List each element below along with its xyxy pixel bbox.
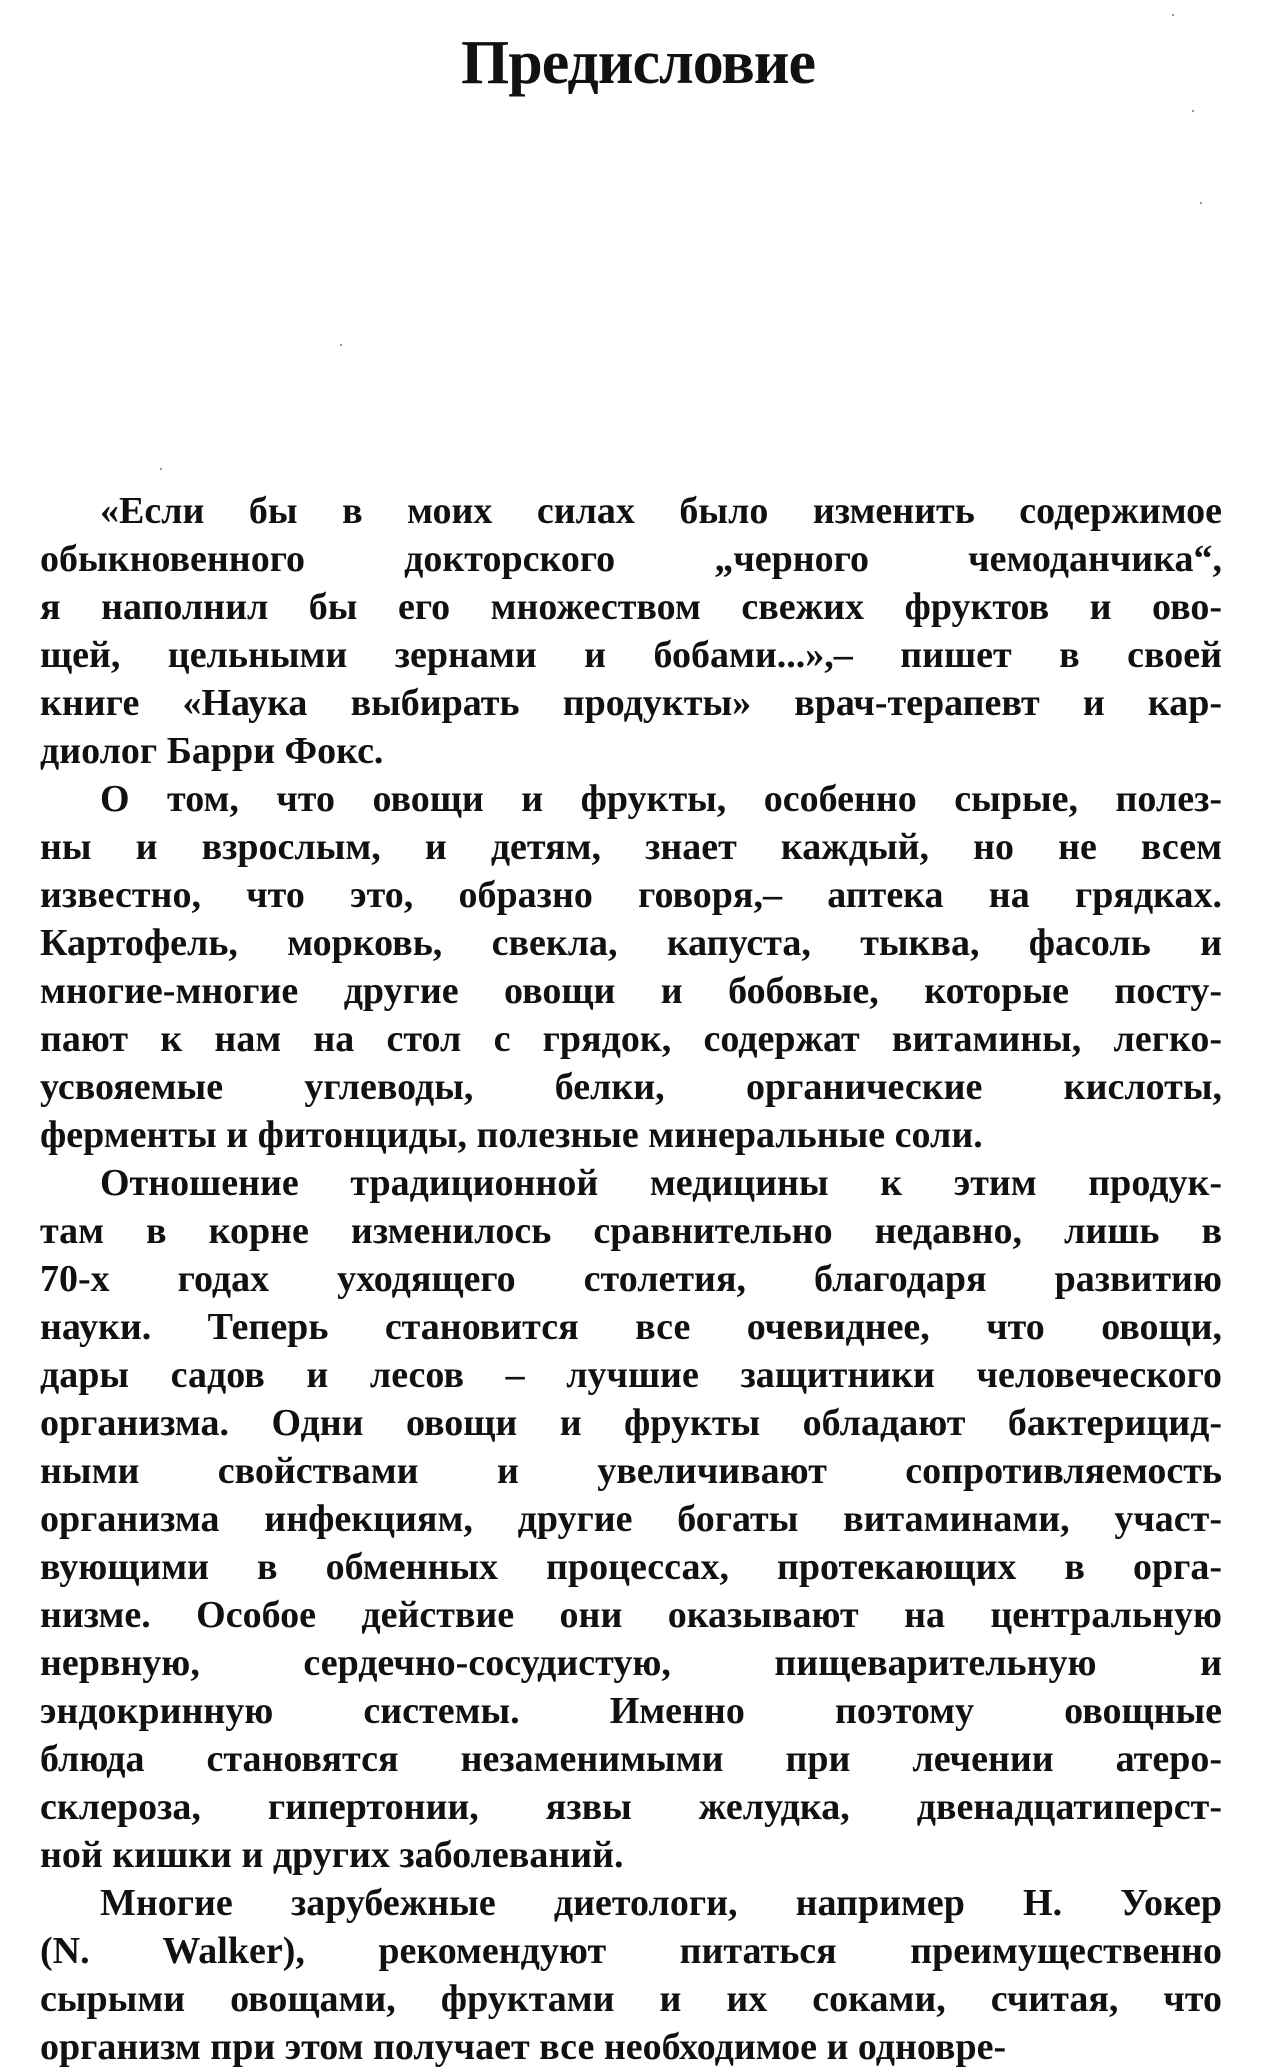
text-line	[40, 1111, 1222, 1159]
text-line-content: ными свойствами и увеличивают сопротивляемость	[40, 1450, 1222, 1492]
text-line	[40, 535, 1222, 583]
scan-speck	[160, 468, 162, 470]
text-line	[40, 775, 1222, 823]
text-line	[40, 727, 1222, 775]
text-line-content: щей, цельными зернами и бобами...»,– пишет в своей	[40, 634, 1222, 676]
text-line	[40, 919, 1222, 967]
text-line-content: обыкновенного докторского „черного чемоданчика“,	[40, 538, 1222, 580]
text-line-content: ферменты и фитонциды, полезные минеральные соли.	[40, 1114, 983, 1156]
text-line-content: склероза, гипертонии, язвы желудка, двенадцатиперст-	[40, 1786, 1222, 1828]
text-line-content: сырыми овощами, фруктами и их соками, считая, что	[40, 1978, 1222, 2020]
text-line-content: ны и взрослым, и детям, знает каждый, но не всем	[40, 826, 1222, 868]
text-line	[40, 1927, 1222, 1975]
text-line-content: дары садов и лесов – лучшие защитники человеческого	[40, 1354, 1222, 1396]
text-line	[40, 1303, 1222, 1351]
text-line	[40, 1831, 1222, 1879]
text-line-content: известно, что это, образно говоря,– аптека на грядках.	[40, 874, 1222, 916]
text-line-content: вующими в обменных процессах, протекающих в орга-	[40, 1546, 1222, 1588]
text-line	[40, 1783, 1222, 1831]
paragraph	[40, 1159, 1222, 1879]
text-line-content: (N. Walker), рекомендуют питаться преимущественно	[40, 1930, 1222, 1972]
text-line	[40, 679, 1222, 727]
text-line	[40, 967, 1222, 1015]
text-line	[40, 1639, 1222, 1687]
text-line-content: «Если бы в моих силах было изменить содержимое	[100, 490, 1222, 532]
text-line-content: Картофель, морковь, свекла, капуста, тыква, фасоль и	[40, 922, 1222, 964]
scan-speck	[1172, 14, 1174, 16]
text-line-content: Многие зарубежные диетологи, например Н. Уокер	[100, 1882, 1222, 1924]
text-line-content: усвояемые углеводы, белки, органические кислоты,	[40, 1066, 1222, 1108]
text-line	[40, 487, 1222, 535]
text-line-content: книге «Наука выбирать продукты» врач-терапевт и кар-	[40, 682, 1222, 724]
text-line-content: науки. Теперь становится все очевиднее, что овощи,	[40, 1306, 1222, 1348]
text-line	[40, 1015, 1222, 1063]
text-line-content: блюда становятся незаменимыми при лечении атеро-	[40, 1738, 1222, 1780]
text-line-content: ной кишки и других заболеваний.	[40, 1834, 624, 1876]
text-line-content: низме. Особое действие они оказывают на центральную	[40, 1594, 1222, 1636]
text-line	[40, 1495, 1222, 1543]
page-title: Предисловие	[461, 29, 815, 97]
text-line-content: пают к нам на стол с грядок, содержат витамины, легко-	[40, 1018, 1222, 1060]
text-line	[40, 1543, 1222, 1591]
scan-speck	[1200, 202, 1202, 204]
text-line	[40, 871, 1222, 919]
text-line-content: организма инфекциям, другие богаты витаминами, участ-	[40, 1498, 1222, 1540]
paragraph	[40, 775, 1222, 1159]
text-line-content: организма. Одни овощи и фрукты обладают бактерицид-	[40, 1402, 1222, 1444]
scan-speck	[340, 344, 342, 346]
body-text	[40, 487, 1222, 2071]
text-line	[40, 1255, 1222, 1303]
text-line-content: нервную, сердечно-сосудистую, пищеварительную и	[40, 1642, 1222, 1684]
text-line-content: Отношение традиционной медицины к этим продук-	[100, 1162, 1222, 1204]
text-line-content: я наполнил бы его множеством свежих фруктов и ово-	[40, 586, 1222, 628]
text-line	[40, 1063, 1222, 1111]
text-line	[40, 2023, 1222, 2071]
text-line	[40, 1735, 1222, 1783]
text-line	[40, 1591, 1222, 1639]
text-line	[40, 1159, 1222, 1207]
text-line	[40, 823, 1222, 871]
text-line	[40, 631, 1222, 679]
scan-speck	[1192, 110, 1194, 112]
text-line	[40, 583, 1222, 631]
text-line-content: О том, что овощи и фрукты, особенно сырые, полез-	[100, 778, 1222, 820]
text-line-content: 70-х годах уходящего столетия, благодаря развитию	[40, 1258, 1222, 1300]
text-line	[40, 1879, 1222, 1927]
text-line	[40, 1687, 1222, 1735]
paragraph	[40, 1879, 1222, 2071]
text-line	[40, 1399, 1222, 1447]
text-line	[40, 1351, 1222, 1399]
text-line-content: диолог Барри Фокс.	[40, 730, 384, 772]
text-line	[40, 1207, 1222, 1255]
text-line-content: эндокринную системы. Именно поэтому овощные	[40, 1690, 1222, 1732]
text-line-content: там в корне изменилось сравнительно недавно, лишь в	[40, 1210, 1222, 1252]
text-line	[40, 1975, 1222, 2023]
text-line-content: организм при этом получает все необходимое и одновре-	[40, 2026, 1007, 2068]
text-line-content: многие-многие другие овощи и бобовые, которые посту-	[40, 970, 1222, 1012]
paragraph	[40, 487, 1222, 775]
text-line	[40, 1447, 1222, 1495]
